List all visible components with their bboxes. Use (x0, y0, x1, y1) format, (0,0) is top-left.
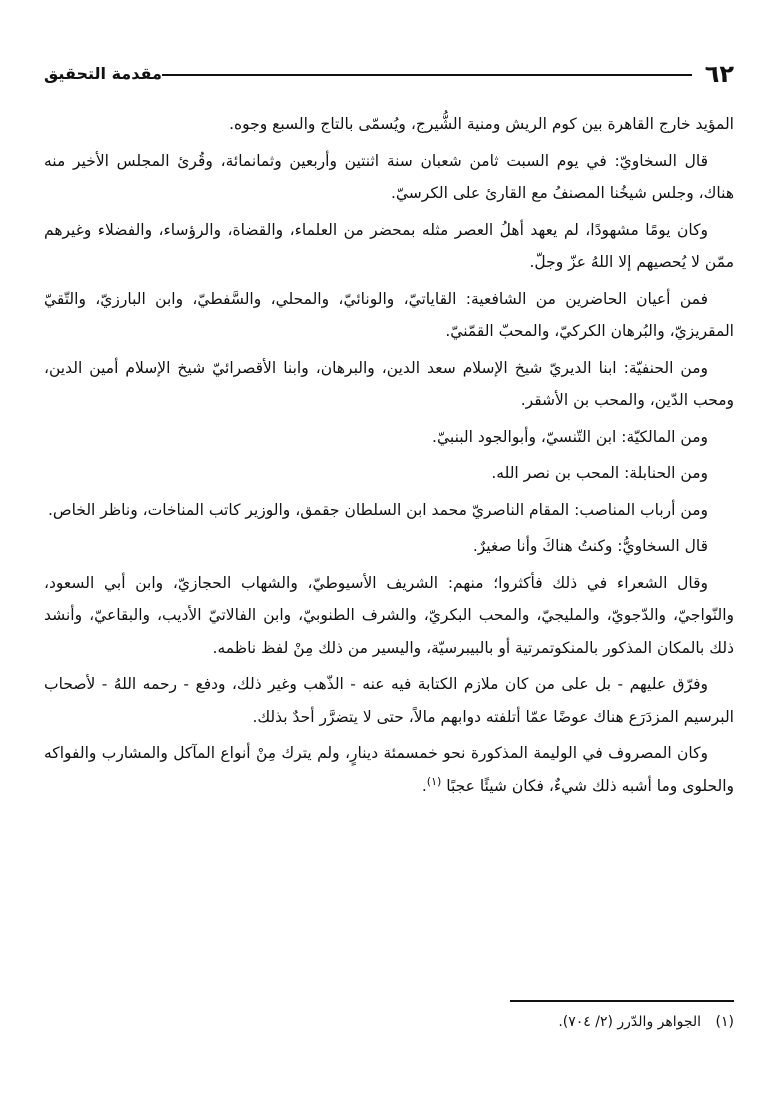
paragraph-2: قال السخاويّ: في يوم السبت ثامن شعبان سنة اثنتين وأربعين وثمانمائة، وقُرئ المجلس الأخير منه هناك، وجلس شيخُنا المصنفُ مع القارئ على الكرسيّ. (44, 151, 734, 202)
running-title: مقدمة التحقيق (44, 64, 162, 83)
footnote-text: الجواهر والدّرر (٢/ ٧٠٤). (558, 1014, 702, 1030)
paragraph-5: ومن الحنفيّة: ابنا الديريّ شيخ الإسلام سعد الدين، والبرهان، وابنا الأقصرائيّ شيخ الإسلام أمين الدين، ومحب الدّين، والمحب بن الأشقر. (44, 358, 734, 409)
paragraph-10: وقال الشعراء في ذلك فأكثروا؛ منهم: الشريف الأسيوطيّ، والشهاب الحجازيّ، وابن أبي السعود، والنّواجيّ، والدّجويّ، والمليجيّ، والمحب البكريّ، والشرف الطنوبيّ، وابن الفالاتيّ الأديب، والبقاعيّ، وأنشد ذلك بالمكان المذكور بالمنكوتمرتية أو بالبيبرسيّة، واليسير من ذلك مِنْ لفظ ناظمه. (44, 573, 734, 657)
paragraph-11: وفرّق عليهم - بل على من كان ملازم الكتابة فيه عنه - الذّهب وغير ذلك، ودفع - رحمه اللهُ - لأصحاب البرسيم المزدَرَع هناك عوضًا عمّا أتلفته دوابهم مالاً، حتى لا يتضرَّر أحدٌ بذلك. (44, 675, 734, 726)
paragraph-9: قال السخاويُّ: وكنتُ هناكَ وأنا صغيرٌ. (472, 537, 708, 555)
paragraph-8: ومن أرباب المناصب: المقام الناصريّ محمد ابن السلطان جقمق، والوزير كاتب المناخات، وناظر الخاص. (47, 500, 708, 519)
paragraph-6: ومن المالكيّة: ابن التّنسيّ، وأبوالجود البنبيّ. (432, 427, 708, 446)
paragraph-3: وكان يومًا مشهودًا، لم يعهد أهلُ العصر مثله بمحضر من العلماء، والقضاة، والرؤساء، والفضلاء وغيرهم ممّن لا يُحصيهم إلا اللهُ عزّ وجلّ. (44, 220, 734, 271)
page-header (44, 60, 734, 90)
paragraph-12: وكان المصروف في الوليمة المذكورة نحو خمسمئة دينارٍ، ولم يترك مِنْ أنواع المآكل والمشارب والفواكه والحلوى وما أشبه ذلك شيءٌ، فكان شيئًا عجبًا $^{(١)}$. (44, 744, 734, 795)
paragraph-7: ومن الحنابلة: المحب بن نصر الله. (491, 464, 708, 482)
footnote (44, 1010, 734, 1034)
footnote-reference[interactable]: (١) (426, 774, 442, 788)
page-number: ٦٢ (704, 60, 734, 88)
footnote-number: (١) (715, 1014, 734, 1030)
header-rule (162, 74, 692, 76)
footnote-separator (510, 1000, 734, 1002)
main-text (44, 108, 734, 806)
paragraph-4: فمن أعيان الحاضرين من الشافعية: القاياتيّ، والونائيّ، والمحلي، والسَّفطيّ، وابن البارزيّ، والتّقيّ المقريزيّ، والبُرهان الكركيّ، والمحبّ القمّنيّ. (44, 289, 734, 340)
paragraph-12-text: وكان المصروف في الوليمة المذكورة نحو خمسمئة دينارٍ، ولم يترك مِنْ أنواع المآكل والمشارب والفواكه والحلوى وما أشبه ذلك شيءٌ، فكان شيئًا عجبًا (44, 744, 734, 795)
paragraph-1: المؤيد خارج القاهرة بين كوم الريش ومنية الشُّيرج، ويُسمّى بالتاج والسبع وجوه. (229, 115, 734, 133)
